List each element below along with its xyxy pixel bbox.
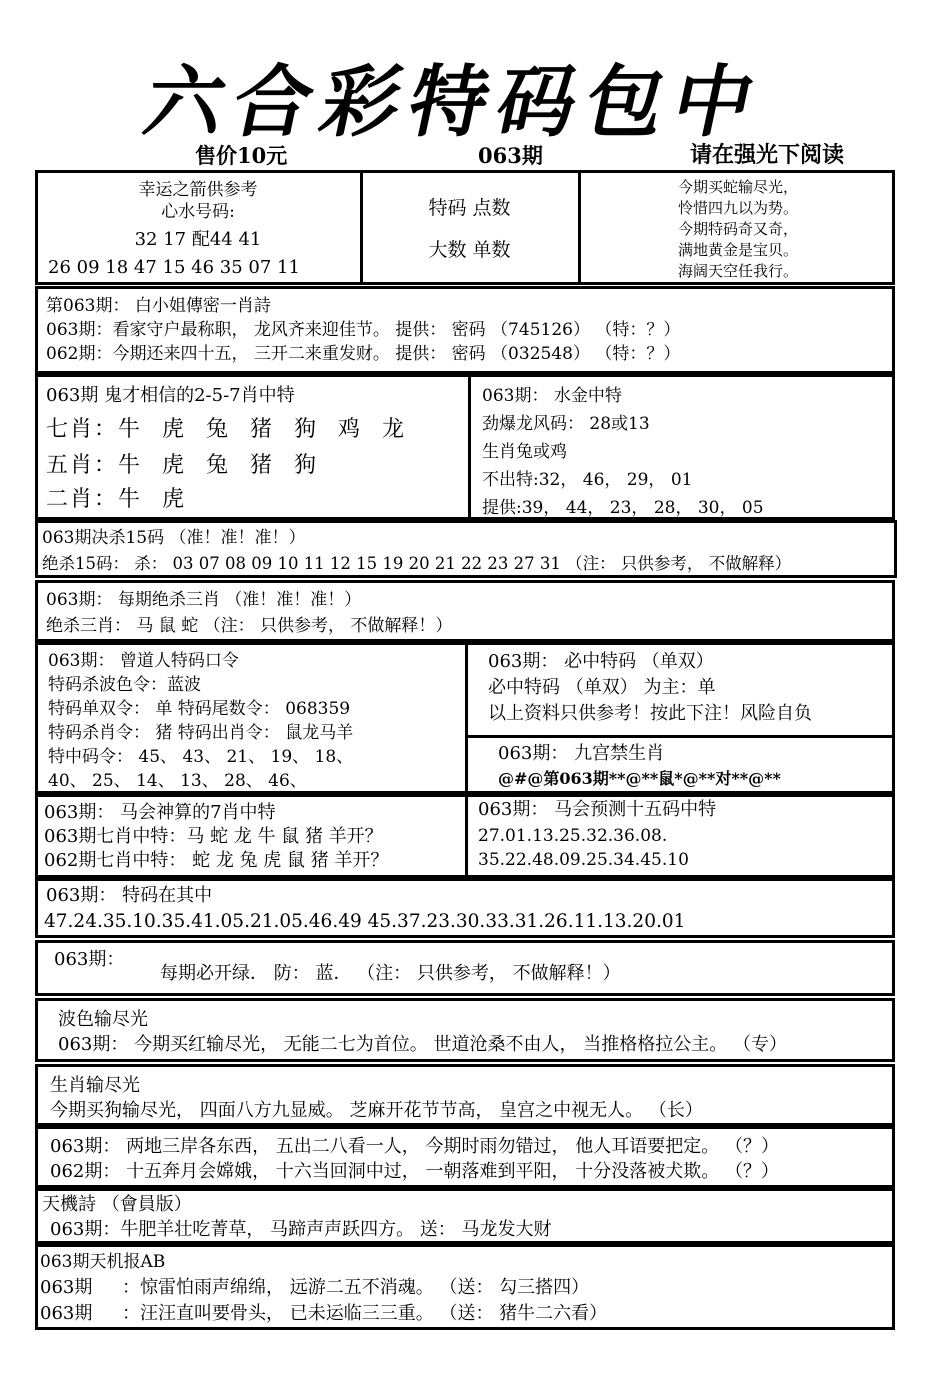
tema-title: 063期： 特码在其中	[46, 885, 213, 906]
mahui7-063: 063期七肖中特：马 蛇 龙 牛 鼠 猪 羊开？	[44, 826, 383, 847]
kill15-box	[35, 520, 897, 578]
tianji-line: 063期：牛肥羊壮吃菁草， 马蹄声声跃四方。 送： 马龙发大财	[50, 1219, 552, 1240]
kill3-line: 绝杀三肖： 马 鼠 蛇 （注： 只供参考， 不做解释！）	[46, 616, 453, 636]
poem-line-062: 062期：今期还来四十五， 三开二来重发财。 提供： 密码 （032548） （特：？）	[46, 344, 681, 364]
zengdao-zodiac: 特码杀肖令： 猪 特码出肖令： 鼠龙马羊	[48, 723, 354, 743]
page-title: 六合彩特码包中	[136, 57, 772, 148]
kill3-box	[35, 580, 895, 642]
shuijin-zodiac: 生肖兔或鸡	[482, 442, 567, 462]
zodiac-lose-line: 今期买狗输尽光， 四面八方九显威。 芝麻开花节节高， 皇宫之中视无人。 （长）	[50, 1100, 703, 1121]
wave-color-box	[35, 998, 895, 1062]
verse-062: 062期： 十五奔月会嫦娥， 十六当回洞中过， 一朝落难到平阳， 十分没落被犬欺。 （？）	[50, 1161, 779, 1182]
verse-box	[35, 1126, 895, 1188]
bizhong-note: 以上资料只供参考！按此下注！风险自负	[488, 703, 812, 724]
zodiac-lose-title: 生肖输尽光	[50, 1075, 140, 1096]
zodiac-lose-box	[35, 1064, 895, 1126]
kill3-title: 063期： 每期绝杀三肖 （准！准！准！）	[46, 590, 362, 610]
special-points: 特码 点数	[428, 197, 511, 219]
zengdao-title: 063期： 曾道人特码口令	[48, 651, 239, 671]
tianjibao-issue-1: 063期	[40, 1277, 93, 1298]
tema-box	[35, 878, 895, 938]
two-zodiac: 二肖：牛 虎	[46, 487, 187, 512]
verse-063: 063期： 两地三岸各东西， 五出二八看一人， 今期时雨勿错过， 他人耳语要把定。 （？）	[50, 1136, 779, 1157]
green-issue: 063期：	[54, 949, 125, 970]
mahui7-title: 063期： 马会神算的7肖中特	[44, 802, 276, 823]
zengdao-odd-even: 特码单双令： 单 特码尾数令： 068359	[48, 699, 351, 719]
mahui15-title: 063期： 马会预测十五码中特	[478, 799, 717, 820]
heart-number-label: 心水号码:	[161, 202, 235, 222]
bizhong-title: 063期： 必中特码 （单双）	[488, 651, 714, 672]
top-box	[35, 170, 895, 285]
mahui-box	[35, 794, 895, 878]
tianjibao-title: 063期天机报AB	[40, 1252, 166, 1272]
shuijin-dragon: 劲爆龙风码： 28或13	[482, 414, 650, 434]
mahui15-row2: 35.22.48.09.25.34.45.10	[478, 850, 689, 870]
tema-numbers: 47.24.35.10.35.41.05.21.05.46.49 45.37.23.30.33.31.26.11.13.20.01	[44, 911, 686, 932]
shuijin-provide: 提供:39， 44， 23， 28， 30， 05	[482, 498, 764, 518]
five-zodiac: 五肖：牛 虎 兔 猪 狗	[46, 453, 319, 478]
big-odd: 大数 单数	[428, 239, 511, 261]
green-box	[35, 940, 895, 996]
tianjibao-line-2: ：汪汪直叫要骨头， 已未运临三三重。 （送： 猪牛二六看）	[122, 1303, 608, 1324]
guicai-title: 063期 鬼才相信的2-5-7肖中特	[46, 385, 295, 406]
snake-poem: 今期买蛇输尽光， 怜惜四九以为势。 今期特码奇又奇， 满地黄金是宝贝。 海阔天空任我行。	[677, 178, 798, 280]
jiugong-code: @#@第063期**@**鼠*@**对**@**	[498, 769, 781, 788]
poem-box	[35, 286, 895, 374]
price-label: 售价10元	[195, 143, 288, 168]
bizhong-main: 必中特码 （单双） 为主：单	[488, 677, 716, 698]
reading-note: 请在强光下阅读	[690, 142, 845, 168]
tianjibao-line-1: ：惊雷怕雨声绵绵， 远游二五不消魂。 （送： 勾三搭四）	[122, 1277, 590, 1298]
tianjibao-issue-2: 063期	[40, 1303, 93, 1324]
zengdao-codes-2: 40、 25、 14、 13、 28、 46、	[48, 771, 307, 791]
issue-label: 063期	[478, 143, 543, 168]
shuijin-title: 063期： 水金中特	[482, 386, 622, 406]
zengdao-codes-1: 特中码令： 45、 43、 21、 19、 18、	[48, 747, 354, 767]
mahui7-062: 062期七肖中特： 蛇 龙 兔 虎 鼠 猪 羊开？	[44, 850, 389, 871]
tianjibao-box	[35, 1244, 895, 1330]
heart-number-pair: 32 17 配44 41	[134, 229, 262, 250]
tianji-title: 天機詩 （會員版）	[42, 1194, 192, 1215]
poem-line-063: 063期：看家守户最称职， 龙风齐来迎佳节。 提供： 密码 （745126） （特：？）	[46, 320, 681, 340]
lucky-arrow-label: 幸运之箭供参考	[138, 180, 258, 200]
zengdao-wave: 特码杀波色令：蓝波	[48, 675, 201, 695]
wave-color-title: 波色输尽光	[58, 1009, 148, 1030]
green-line: 每期必开绿． 防： 蓝． （注： 只供参考， 不做解释！）	[160, 963, 621, 984]
zodiac-box	[35, 374, 895, 520]
zengdao-box	[35, 642, 895, 794]
shuijin-exclude: 不出特:32， 46， 29， 01	[482, 470, 693, 490]
seven-zodiac: 七肖：牛 虎 兔 猪 狗 鸡 龙	[46, 417, 407, 442]
jiugong-title: 063期： 九宫禁生肖	[498, 743, 665, 764]
tianji-box	[35, 1188, 895, 1244]
mahui15-row1: 27.01.13.25.32.36.08.	[478, 826, 668, 846]
poem-title: 第063期： 白小姐傳密一肖詩	[46, 296, 271, 316]
kill15-title: 063期决杀15码 （准！准！准！）	[42, 528, 306, 548]
heart-number-list: 26 09 18 47 15 46 35 07 11	[48, 257, 300, 278]
wave-color-line: 063期： 今期买红输尽光， 无能二七为首位。 世道沧桑不由人， 当推格格拉公主。 （专）	[58, 1034, 787, 1055]
kill15-numbers: 绝杀15码： 杀： 03 07 08 09 10 11 12 15 19 20 21 22 23 27 31 （注： 只供参考， 不做解释）	[42, 554, 792, 573]
